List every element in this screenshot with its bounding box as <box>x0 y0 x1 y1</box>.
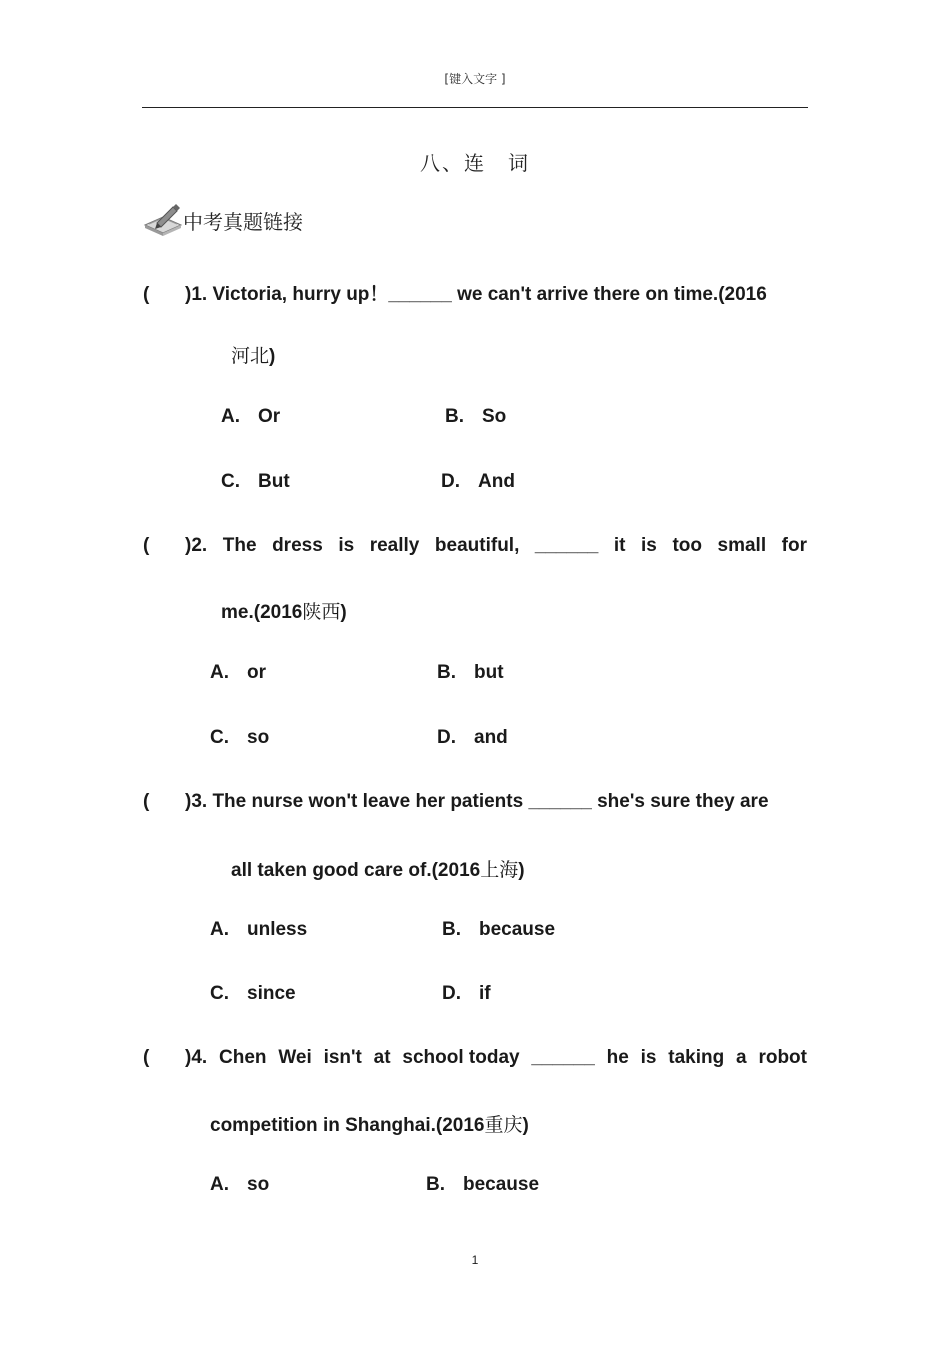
question-4-line <box>143 1047 807 1069</box>
question-2-line <box>143 535 807 557</box>
sub-heading-label: 中考真题链接 <box>183 209 303 234</box>
question-4-option-a[interactable]: A. so <box>210 1174 270 1195</box>
question-3-option-d[interactable]: D. if <box>442 983 491 1004</box>
question-1-option-c[interactable]: C. But <box>221 471 290 492</box>
question-1-option-d[interactable]: D. And <box>441 471 515 492</box>
question-1-source: 河北) <box>231 345 276 367</box>
answer-blank-3[interactable]: ( <box>143 791 150 812</box>
question-2-option-d[interactable]: D. and <box>437 727 508 748</box>
question-3-text: )3. The nurse won't leave her patients ______ she's sure they are <box>185 791 769 812</box>
book-pencil-icon <box>143 203 183 237</box>
question-3-option-b[interactable]: B. because <box>442 919 556 940</box>
question-3-option-a[interactable]: A. unless <box>210 919 308 940</box>
question-4-option-b[interactable]: B. because <box>426 1174 540 1195</box>
question-3-continuation: all taken good care of.(2016上海) <box>231 859 525 881</box>
question-1-option-a[interactable]: A. Or <box>221 406 281 427</box>
question-1-text: )1. Victoria, hurry up！______ we can't arrive there on time.(2016 <box>185 284 767 305</box>
question-2-text: )2. The dress is really beautiful, ______ it is too small for <box>185 535 807 556</box>
header-divider <box>142 107 808 108</box>
answer-blank-2[interactable]: ( <box>143 535 150 556</box>
question-2-option-b[interactable]: B. but <box>437 662 504 683</box>
answer-blank-4[interactable]: ( <box>143 1047 150 1068</box>
question-1-option-b[interactable]: B. So <box>445 406 507 427</box>
question-2-option-a[interactable]: A. or <box>210 662 266 683</box>
question-4-text: )4. Chen Wei isn't at school today ______ he is taking a robot <box>185 1047 807 1068</box>
page-header: [键入文字 ] <box>444 72 506 86</box>
answer-blank-1[interactable]: ( <box>143 284 150 305</box>
question-3-option-c[interactable]: C. since <box>210 983 296 1004</box>
question-3-line <box>143 791 769 813</box>
question-4-continuation: competition in Shanghai.(2016重庆) <box>210 1114 529 1136</box>
section-title: 八、连 词 <box>420 151 530 175</box>
sub-heading <box>143 200 303 240</box>
page-number: 1 <box>471 1253 479 1267</box>
question-2-option-c[interactable]: C. so <box>210 727 270 748</box>
question-1-line <box>143 279 767 306</box>
question-2-continuation: me.(2016陕西) <box>221 601 347 623</box>
